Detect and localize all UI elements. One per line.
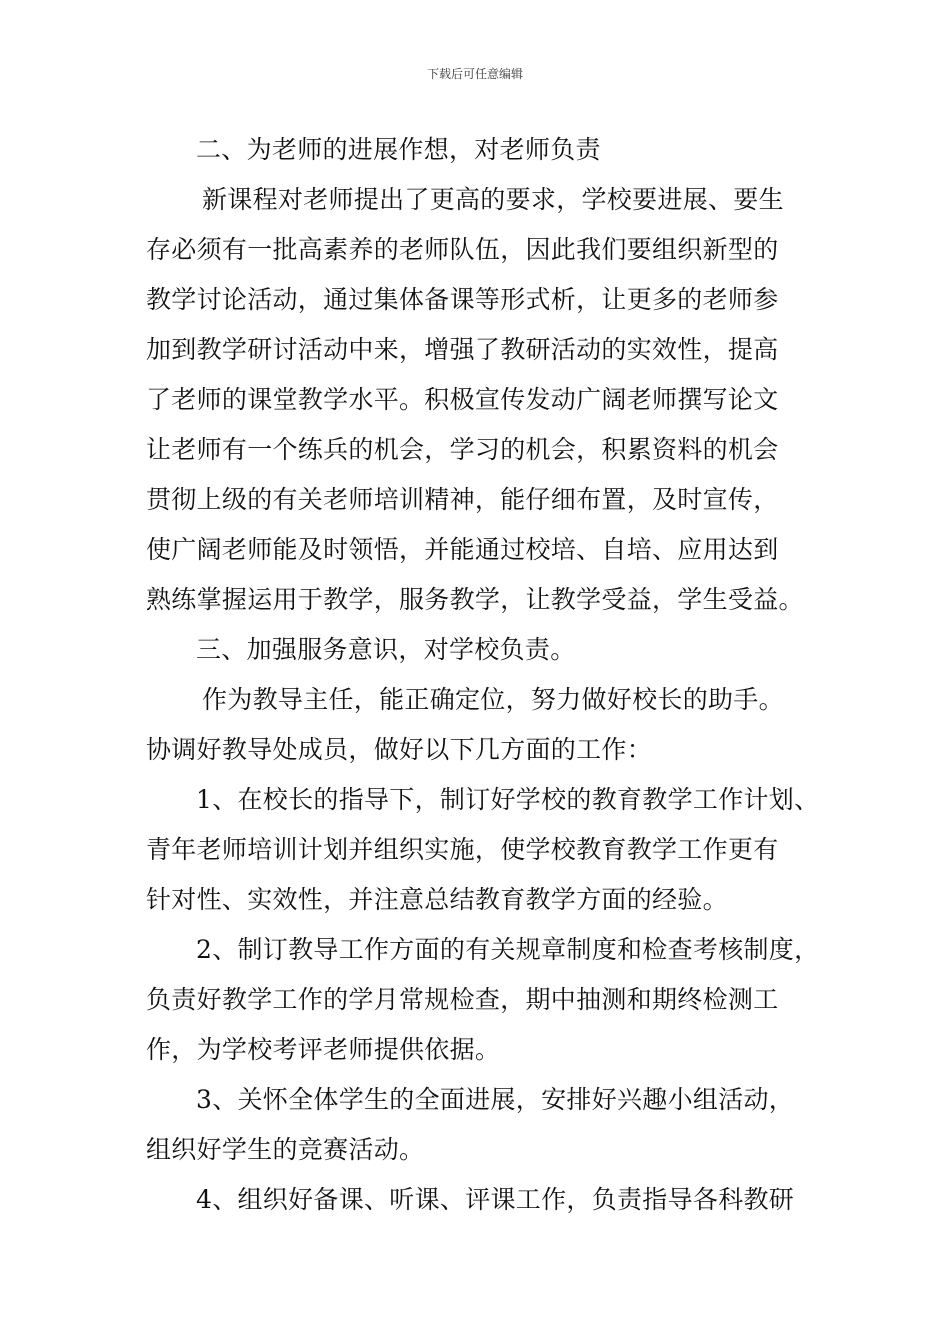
paragraph-line: 熟练掌握运用于教学，服务教学，让教学受益，学生受益。 bbox=[146, 585, 804, 614]
paragraph-line: 负责好教学工作的学月常规检查，期中抽测和期终检测工 bbox=[146, 985, 779, 1014]
paragraph-line: 贯彻上级的有关老师培训精神，能仔细布置，及时宣传， bbox=[146, 485, 779, 514]
document-body bbox=[146, 125, 826, 1225]
list-item-3: 3、关怀全体学生的全面进展，安排好兴趣小组活动， bbox=[196, 1085, 795, 1114]
paragraph-line: 青年老师培训计划并组织实施，使学校教育教学工作更有 bbox=[146, 835, 779, 864]
paragraph-line: 组织好学生的竞赛活动。 bbox=[146, 1135, 425, 1164]
list-item-4: 4、组织好备课、听课、评课工作，负责指导各科教研 bbox=[196, 1185, 795, 1214]
page-header-note: 下载后可任意编辑 bbox=[426, 67, 523, 81]
section-heading-3: 三、加强服务意识，对学校负责。 bbox=[196, 635, 576, 664]
list-item-1: 1、在校长的指导下，制订好学校的教育教学工作计划、 bbox=[196, 785, 820, 814]
list-item-2: 2、制订教导工作方面的有关规章制度和检查考核制度， bbox=[196, 935, 820, 964]
paragraph-line: 让老师有一个练兵的机会，学习的机会，积累资料的机会 bbox=[146, 435, 779, 464]
paragraph-line: 新课程对老师提出了更高的要求，学校要进展、要生 bbox=[202, 185, 784, 214]
paragraph-line: 协调好教导处成员，做好以下几方面的工作： bbox=[146, 735, 653, 764]
section-heading-2: 二、为老师的进展作想，对老师负责 bbox=[196, 135, 601, 164]
paragraph-line: 作为教导主任，能正确定位，努力做好校长的助手。 bbox=[202, 685, 784, 714]
paragraph-line: 加到教学研讨活动中来，增强了教研活动的实效性，提高 bbox=[146, 335, 779, 364]
paragraph-line: 作，为学校考评老师提供依据。 bbox=[146, 1035, 501, 1064]
paragraph-line: 教学讨论活动，通过集体备课等形式析，让更多的老师参 bbox=[146, 285, 779, 314]
paragraph-line: 了老师的课堂教学水平。积极宣传发动广阔老师撰写论文 bbox=[146, 385, 779, 414]
paragraph-line: 存必须有一批高素养的老师队伍，因此我们要组织新型的 bbox=[146, 235, 779, 264]
paragraph-line: 针对性、实效性，并注意总结教育教学方面的经验。 bbox=[146, 885, 728, 914]
paragraph-line: 使广阔老师能及时领悟，并能通过校培、自培、应用达到 bbox=[146, 535, 779, 564]
